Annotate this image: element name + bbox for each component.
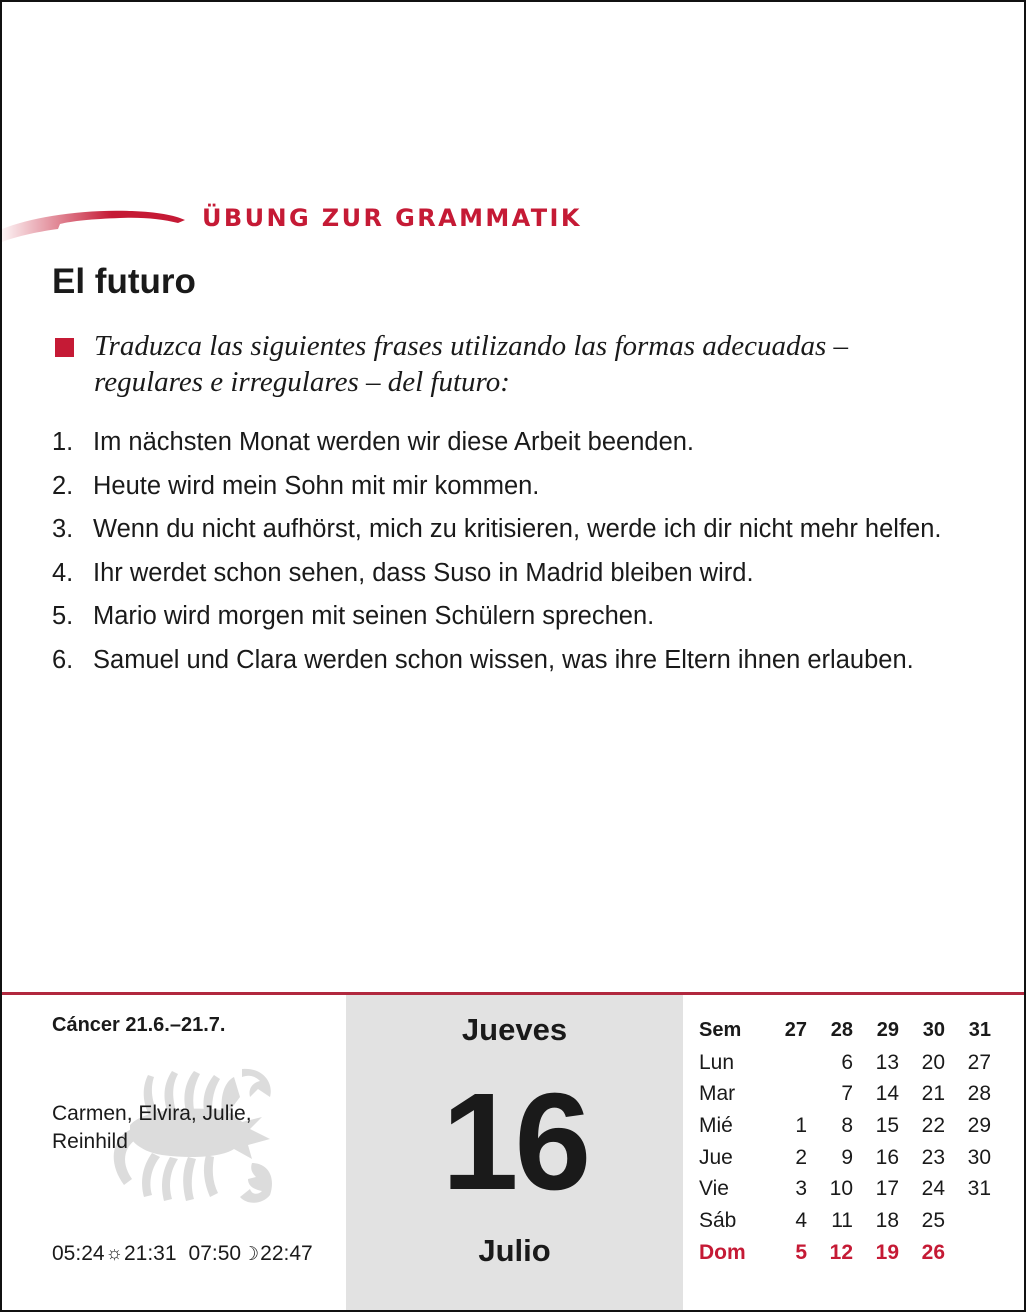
exercise-item <box>52 555 952 591</box>
week-number: 28 <box>830 1019 853 1042</box>
exercise-sentence: Ihr werdet schon sehen, dass Suso in Madrid bleiben wird. <box>93 558 754 587</box>
instruction-text: Traduzca las siguientes frases utilizando las formas adecuadas – regulares e irregulares – del futuro: <box>94 330 849 398</box>
day-cell: 26 <box>921 1240 945 1264</box>
moonrise-time: 07:50 <box>188 1242 242 1265</box>
day-cell: 9 <box>841 1145 853 1169</box>
weekday-label: Mar <box>699 1082 736 1106</box>
weekday-row <box>699 1173 991 1205</box>
day-cell <box>945 1237 991 1269</box>
exercise-number: 6. <box>52 645 74 674</box>
exercise-sentence: Samuel und Clara werden schon wissen, was ihre Eltern ihnen erlauben. <box>93 645 914 674</box>
weekday-label: Mié <box>699 1113 733 1137</box>
sun-moon-times <box>52 1242 313 1266</box>
day-cell: 7 <box>841 1082 853 1106</box>
exercise-sentence: Wenn du nicht aufhörst, mich zu kritisieren, werde ich dir nicht mehr helfen. <box>93 515 942 543</box>
exercise-sentence: Heute wird mein Sohn mit mir kommen. <box>93 471 540 500</box>
exercise-item <box>52 424 952 460</box>
day-cell: 6 <box>841 1050 853 1074</box>
day-cell: 12 <box>829 1240 853 1264</box>
weekday-row <box>699 1047 991 1079</box>
exercise-number: 4. <box>52 558 74 587</box>
day-number: 16 <box>441 1065 588 1219</box>
exercise-sentence: Im nächsten Monat werden wir diese Arbeit beenden. <box>93 428 695 456</box>
moonset-time: 22:47 <box>260 1242 313 1265</box>
day-cell: 10 <box>829 1177 853 1201</box>
week-number: 31 <box>968 1019 991 1042</box>
week-number: 27 <box>784 1019 807 1042</box>
moon-icon: ☽ <box>242 1243 260 1265</box>
name-days: Carmen, Elvira, Julie, Reinhild <box>52 1102 252 1153</box>
day-cell <box>761 1078 807 1110</box>
exercise-number: 2. <box>52 471 74 500</box>
weekday-label: Dom <box>699 1240 746 1264</box>
day-cell: 29 <box>967 1113 991 1137</box>
week-number: 29 <box>876 1019 899 1042</box>
day-cell: 11 <box>831 1208 853 1232</box>
zodiac-label: Cáncer 21.6.–21.7. <box>52 1014 226 1036</box>
weekday-label: Sáb <box>699 1208 737 1232</box>
day-cell: 23 <box>921 1145 945 1169</box>
day-cell: 25 <box>921 1208 945 1232</box>
day-cell <box>761 1047 807 1079</box>
weekday-label: Jue <box>699 1145 733 1169</box>
day-cell: 20 <box>921 1050 945 1074</box>
day-cell: 16 <box>875 1145 899 1169</box>
exercise-item <box>52 642 952 678</box>
zodiac-panel <box>2 995 346 1310</box>
day-cell: 17 <box>875 1177 899 1201</box>
day-cell: 18 <box>875 1208 899 1232</box>
exercise-number: 1. <box>52 428 74 456</box>
day-cell: 19 <box>875 1240 899 1264</box>
weekday-row <box>699 1078 991 1110</box>
week-number-row <box>699 1015 991 1047</box>
month-label: Julio <box>478 1233 551 1268</box>
day-cell: 2 <box>795 1145 807 1169</box>
week-number: 30 <box>922 1019 945 1042</box>
page-title: El futuro <box>52 262 196 301</box>
weekday-label: Jueves <box>461 1012 568 1047</box>
day-cell: 13 <box>875 1050 899 1074</box>
date-panel <box>346 995 683 1310</box>
weekday-row <box>699 1110 991 1142</box>
exercise-number: 5. <box>52 602 74 630</box>
exercise-number: 3. <box>52 515 74 543</box>
day-cell: 5 <box>795 1240 807 1264</box>
day-cell: 14 <box>875 1082 899 1106</box>
exercise-list <box>52 424 952 685</box>
weekday-row <box>699 1142 991 1174</box>
weekday-row <box>699 1205 991 1237</box>
weekday-label: Lun <box>699 1050 735 1074</box>
day-cell: 21 <box>921 1082 945 1106</box>
day-cell: 3 <box>795 1177 807 1201</box>
sunday-row <box>699 1237 991 1269</box>
week-header-label: Sem <box>699 1019 742 1042</box>
day-cell: 15 <box>875 1113 899 1137</box>
day-cell: 22 <box>921 1113 945 1137</box>
sun-icon: ☼ <box>105 1243 123 1264</box>
day-cell: 30 <box>967 1145 991 1169</box>
red-square-bullet-icon <box>55 338 74 357</box>
exercise-item <box>52 598 952 634</box>
exercise-sentence: Mario wird morgen mit seinen Schülern sprechen. <box>93 602 655 630</box>
mini-calendar <box>699 1015 991 1269</box>
day-cell: 1 <box>795 1113 807 1137</box>
exercise-item <box>52 511 952 547</box>
month-overview-panel <box>683 995 1024 1310</box>
day-cell: 24 <box>921 1177 945 1201</box>
weekday-label: Vie <box>699 1177 729 1201</box>
section-label: ÜBUNG ZUR GRAMMATIK <box>202 204 582 232</box>
exercise-item <box>52 468 952 504</box>
day-cell: 8 <box>841 1113 853 1137</box>
day-cell: 27 <box>967 1050 991 1074</box>
day-cell <box>945 1205 991 1237</box>
day-cell: 28 <box>967 1082 991 1106</box>
day-cell: 31 <box>967 1177 991 1201</box>
day-cell: 4 <box>795 1208 807 1232</box>
red-swoosh-icon <box>2 203 187 245</box>
sunrise-time: 05:24 <box>52 1242 105 1265</box>
sunset-time: 21:31 <box>123 1242 177 1265</box>
